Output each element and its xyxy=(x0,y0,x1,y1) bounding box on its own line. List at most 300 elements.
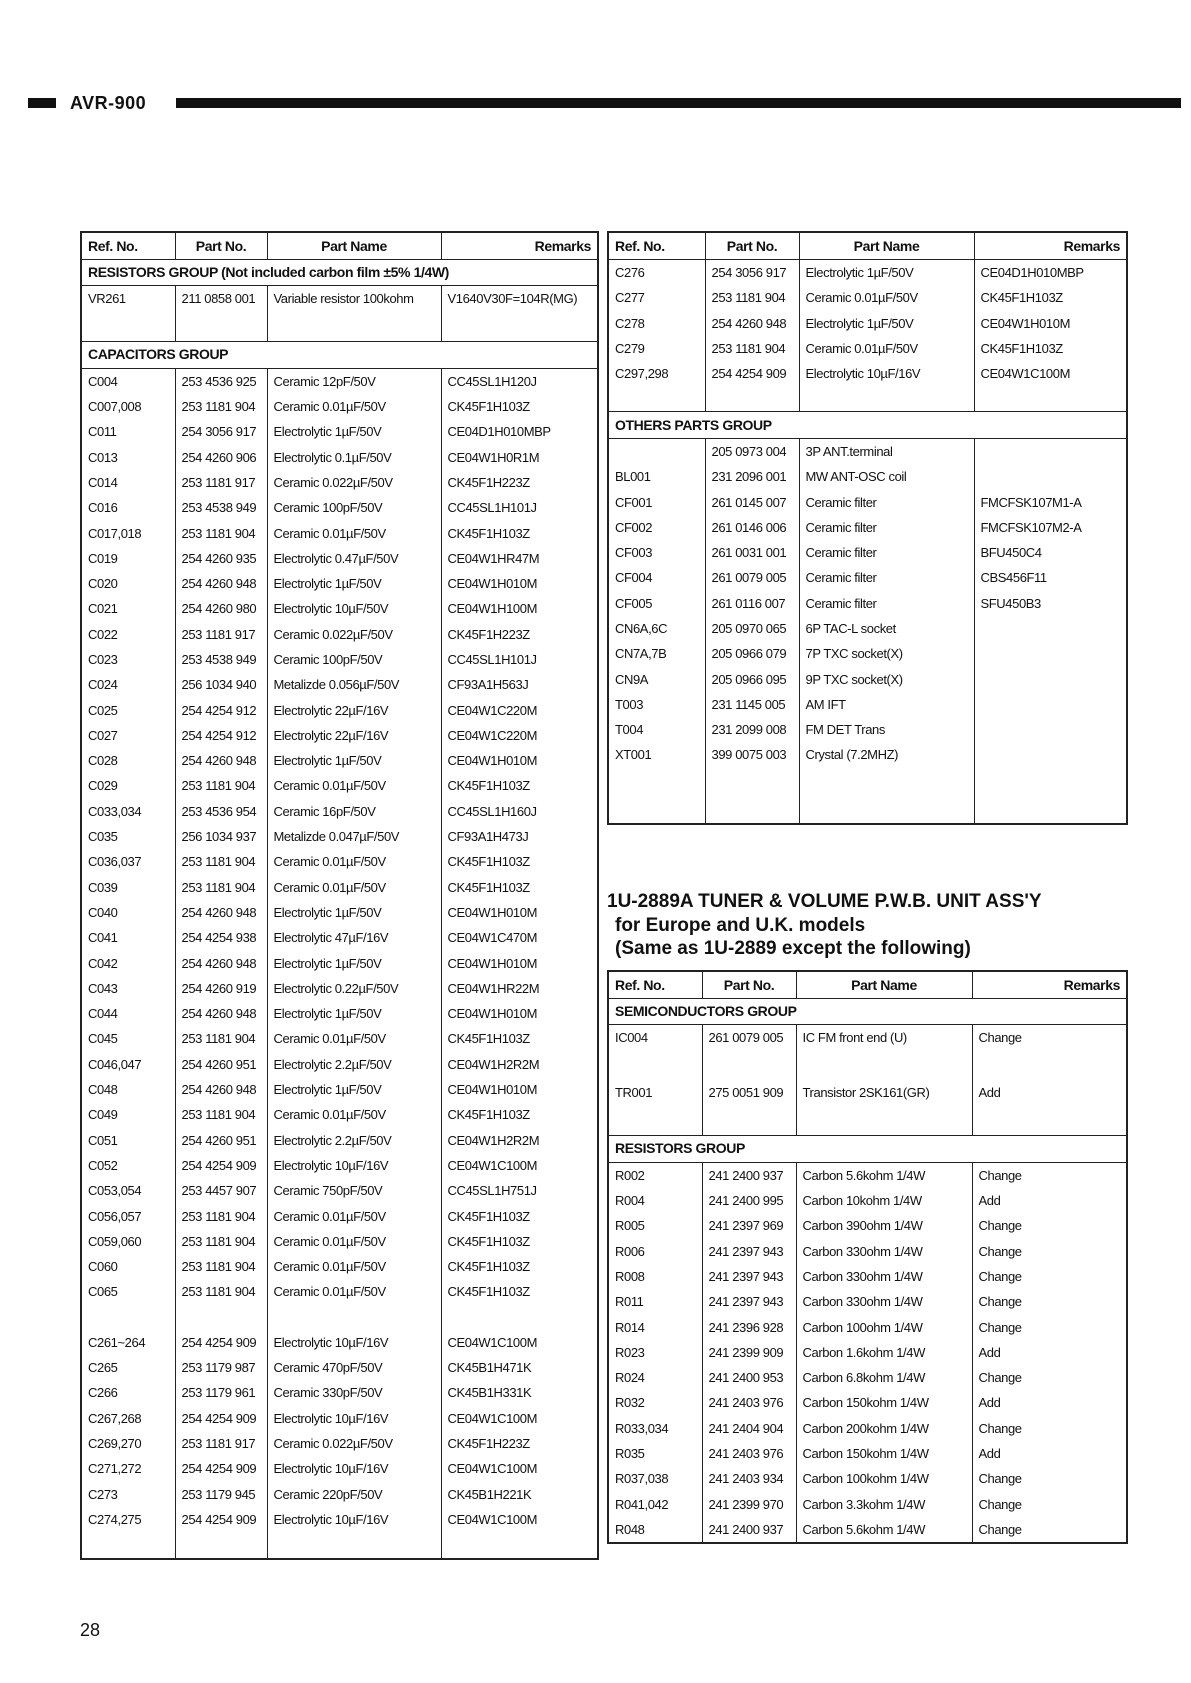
cell-part-name: Electrolytic 0.22µF/50V xyxy=(267,976,441,1001)
table-row xyxy=(81,976,598,1001)
cell-remarks: CC45SL1H160J xyxy=(441,799,598,824)
cell-part-name: Ceramic 0.01µF/50V xyxy=(267,1102,441,1127)
cell-part-no: 253 4538 949 xyxy=(175,495,267,520)
parts-list-table-changes xyxy=(607,970,1128,1544)
table-row xyxy=(81,875,598,900)
cell-part-name: Electrolytic 2.2µF/50V xyxy=(267,1052,441,1077)
table-row xyxy=(608,1365,1127,1390)
cell-part-name: Ceramic filter xyxy=(799,540,974,565)
cell-part-no: 254 4260 951 xyxy=(175,1128,267,1153)
table-row xyxy=(608,591,1127,616)
cell-part-name: Ceramic filter xyxy=(799,591,974,616)
cell-part-no: 256 1034 937 xyxy=(175,824,267,849)
cell-remarks: SFU450B3 xyxy=(974,591,1127,616)
cell-ref-no: C039 xyxy=(81,875,175,900)
cell-part-no: 253 1181 904 xyxy=(175,520,267,545)
cell-part-name: Metalizde 0.047µF/50V xyxy=(267,824,441,849)
cell-ref-no: VR261 xyxy=(81,286,175,342)
cell-part-no: 253 1179 945 xyxy=(175,1481,267,1506)
table-row xyxy=(608,1416,1127,1441)
cell-remarks: CE04W1HR47M xyxy=(441,546,598,571)
cell-ref-no: C261~264 xyxy=(81,1330,175,1355)
cell-part-no: 261 0031 001 xyxy=(705,540,799,565)
cell-remarks: CK45F1H223Z xyxy=(441,622,598,647)
cell-remarks: CK45F1H103Z xyxy=(441,1279,598,1304)
cell-ref-no: C033,034 xyxy=(81,799,175,824)
cell-part-no: 253 1181 904 xyxy=(175,1254,267,1279)
cell-part-no: 254 4260 919 xyxy=(175,976,267,1001)
cell-part-no: 254 4260 906 xyxy=(175,444,267,469)
group-title-semiconductors: SEMICONDUCTORS GROUP xyxy=(608,999,1127,1025)
cell-part-no: 253 1181 904 xyxy=(175,773,267,798)
table-row xyxy=(608,1289,1127,1314)
cell-ref-no: CF005 xyxy=(608,591,705,616)
table-row xyxy=(81,1178,598,1203)
cell-remarks: CE04W1C220M xyxy=(441,697,598,722)
cell-remarks: CK45B1H221K xyxy=(441,1481,598,1506)
cell-remarks: CE04W1C100M xyxy=(441,1507,598,1532)
cell-remarks: CE04W1C100M xyxy=(441,1456,598,1481)
cell-part-no: 241 2403 976 xyxy=(702,1390,796,1415)
cell-part-no: 254 4254 909 xyxy=(175,1330,267,1355)
cell-remarks: CF93A1H563J xyxy=(441,672,598,697)
cell-ref-no: C021 xyxy=(81,596,175,621)
table-row xyxy=(81,1128,598,1153)
table-row xyxy=(81,1001,598,1026)
table-row xyxy=(608,1340,1127,1365)
col-header-ref-no: Ref. No. xyxy=(608,971,702,999)
cell-remarks: Change xyxy=(972,1025,1127,1081)
cell-part-name: 3P ANT.terminal xyxy=(799,438,974,464)
cell-ref-no xyxy=(608,438,705,464)
cell-part-no: 231 2099 008 xyxy=(705,717,799,742)
table-row xyxy=(81,1507,598,1532)
cell-ref-no: C060 xyxy=(81,1254,175,1279)
cell-part-name: Electrolytic 1µF/50V xyxy=(267,1001,441,1026)
cell-part-name: Ceramic 0.01µF/50V xyxy=(267,773,441,798)
cell-ref-no: R041,042 xyxy=(608,1491,702,1516)
cell-ref-no: CF001 xyxy=(608,489,705,514)
cell-ref-no: CF002 xyxy=(608,515,705,540)
model-title: AVR-900 xyxy=(68,93,150,113)
page-number: 28 xyxy=(80,1620,101,1640)
cell-remarks xyxy=(974,717,1127,742)
cell-part-no: 254 4260 948 xyxy=(175,1001,267,1026)
cell-part-no: 261 0146 006 xyxy=(705,515,799,540)
cell-remarks xyxy=(974,464,1127,489)
cell-part-name: Carbon 100ohm 1/4W xyxy=(796,1314,972,1339)
cell-remarks: Change xyxy=(972,1416,1127,1441)
cell-part-no: 254 3056 917 xyxy=(175,419,267,444)
cell-ref-no: C065 xyxy=(81,1279,175,1304)
col-header-part-name: Part Name xyxy=(799,232,974,260)
cell-ref-no: C051 xyxy=(81,1128,175,1153)
cell-part-no: 254 4254 909 xyxy=(175,1153,267,1178)
cell-remarks: FMCFSK107M2-A xyxy=(974,515,1127,540)
table-row xyxy=(81,596,598,621)
col-header-remarks: Remarks xyxy=(972,971,1127,999)
cell-ref-no: C035 xyxy=(81,824,175,849)
cell-part-no: 253 1179 987 xyxy=(175,1355,267,1380)
col-header-remarks: Remarks xyxy=(974,232,1127,260)
cell-part-no: 253 1181 917 xyxy=(175,1431,267,1456)
cell-ref-no: C045 xyxy=(81,1026,175,1051)
cell-part-no: 241 2399 970 xyxy=(702,1491,796,1516)
cell-ref-no: XT001 xyxy=(608,742,705,767)
table-row xyxy=(81,1203,598,1228)
table-row xyxy=(81,470,598,495)
cell-part-name: Electrolytic 1µF/50V xyxy=(267,571,441,596)
cell-remarks: CE04W1C100M xyxy=(974,361,1127,386)
cell-remarks: CK45F1H103Z xyxy=(441,1102,598,1127)
cell-part-no: 205 0966 095 xyxy=(705,666,799,691)
cell-remarks xyxy=(974,692,1127,717)
cell-part-no: 241 2400 995 xyxy=(702,1188,796,1213)
cell-remarks: CK45F1H103Z xyxy=(974,285,1127,310)
cell-part-name: Ceramic 0.01µF/50V xyxy=(267,394,441,419)
table-row xyxy=(81,394,598,419)
cell-ref-no: C271,272 xyxy=(81,1456,175,1481)
cell-part-no: 261 0079 005 xyxy=(705,565,799,590)
table-row xyxy=(608,1517,1127,1543)
table-row xyxy=(81,1431,598,1456)
cell-part-name: Ceramic 0.01µF/50V xyxy=(799,336,974,361)
cell-part-no: 254 4254 938 xyxy=(175,925,267,950)
cell-part-no: 241 2397 969 xyxy=(702,1213,796,1238)
header-rule-left xyxy=(28,98,56,108)
table-row xyxy=(81,1229,598,1254)
cell-part-name: Electrolytic 10µF/16V xyxy=(267,1456,441,1481)
cell-part-name: Electrolytic 22µF/16V xyxy=(267,697,441,722)
table-row xyxy=(81,1153,598,1178)
table-row xyxy=(81,1254,598,1279)
cell-part-name: Carbon 390ohm 1/4W xyxy=(796,1213,972,1238)
table-row xyxy=(81,571,598,596)
cell-part-no: 254 3056 917 xyxy=(705,260,799,286)
table-row xyxy=(608,515,1127,540)
cell-part-name: Ceramic 12pF/50V xyxy=(267,368,441,394)
cell-ref-no: C269,270 xyxy=(81,1431,175,1456)
table-row xyxy=(608,260,1127,286)
table-row xyxy=(81,546,598,571)
cell-part-name: 6P TAC-L socket xyxy=(799,616,974,641)
cell-remarks: CE04D1H010MBP xyxy=(441,419,598,444)
cell-ref-no: R004 xyxy=(608,1188,702,1213)
cell-ref-no: C041 xyxy=(81,925,175,950)
cell-part-no: 253 4457 907 xyxy=(175,1178,267,1203)
table-row xyxy=(608,1080,1127,1136)
cell-part-name: Electrolytic 0.47µF/50V xyxy=(267,546,441,571)
cell-remarks xyxy=(974,666,1127,691)
cell-part-no: 253 1181 904 xyxy=(175,1203,267,1228)
cell-part-no: 241 2400 953 xyxy=(702,1365,796,1390)
cell-part-no: 254 4260 948 xyxy=(175,950,267,975)
cell-part-no: 261 0079 005 xyxy=(702,1025,796,1081)
cell-part-name: Electrolytic 1µF/50V xyxy=(267,748,441,773)
cell-part-no: 261 0116 007 xyxy=(705,591,799,616)
table-row xyxy=(81,622,598,647)
cell-part-name: Ceramic 100pF/50V xyxy=(267,495,441,520)
table-row xyxy=(81,1380,598,1405)
table-row xyxy=(81,419,598,444)
cell-remarks: CK45F1H103Z xyxy=(441,394,598,419)
table-row xyxy=(81,773,598,798)
table-row xyxy=(81,697,598,722)
cell-part-no: 253 1181 904 xyxy=(175,1229,267,1254)
cell-part-no: 211 0858 001 xyxy=(175,286,267,342)
cell-part-name: Electrolytic 1µF/50V xyxy=(267,900,441,925)
table-row xyxy=(81,286,598,342)
cell-part-name: Electrolytic 10µF/50V xyxy=(267,596,441,621)
cell-ref-no: IC004 xyxy=(608,1025,702,1081)
group-title-capacitors: CAPACITORS GROUP xyxy=(81,342,598,368)
table-row xyxy=(81,1102,598,1127)
cell-remarks: Change xyxy=(972,1264,1127,1289)
cell-part-name: Ceramic filter xyxy=(799,565,974,590)
cell-part-name: Ceramic 0.022µF/50V xyxy=(267,1431,441,1456)
cell-part-no: 254 4260 948 xyxy=(175,900,267,925)
cell-part-no: 254 4260 951 xyxy=(175,1052,267,1077)
cell-part-name: Ceramic 470pF/50V xyxy=(267,1355,441,1380)
cell-ref-no: C059,060 xyxy=(81,1229,175,1254)
cell-ref-no: C276 xyxy=(608,260,705,286)
cell-ref-no: C278 xyxy=(608,311,705,336)
cell-part-no: 231 2096 001 xyxy=(705,464,799,489)
cell-remarks: CK45F1H103Z xyxy=(441,520,598,545)
cell-remarks: Add xyxy=(972,1441,1127,1466)
cell-part-name: Electrolytic 10µF/16V xyxy=(267,1330,441,1355)
cell-part-name: Carbon 5.6kohm 1/4W xyxy=(796,1517,972,1543)
cell-remarks: Add xyxy=(972,1080,1127,1136)
cell-part-no: 254 4260 948 xyxy=(175,571,267,596)
table-row xyxy=(81,1355,598,1380)
cell-part-name: Ceramic 0.01µF/50V xyxy=(267,849,441,874)
cell-part-name: Carbon 150kohm 1/4W xyxy=(796,1390,972,1415)
cell-part-no: 205 0973 004 xyxy=(705,438,799,464)
cell-remarks: V1640V30F=104R(MG) xyxy=(441,286,598,342)
cell-remarks: Change xyxy=(972,1491,1127,1516)
cell-part-name: AM IFT xyxy=(799,692,974,717)
cell-ref-no: R014 xyxy=(608,1314,702,1339)
page-header-bar xyxy=(28,93,1181,113)
table-row xyxy=(81,799,598,824)
cell-ref-no: C024 xyxy=(81,672,175,697)
cell-part-name: Ceramic 0.01µF/50V xyxy=(267,1229,441,1254)
cell-part-name: Ceramic 0.01µF/50V xyxy=(267,1279,441,1304)
table-row xyxy=(81,1330,598,1355)
table-row xyxy=(608,1491,1127,1516)
cell-ref-no: C043 xyxy=(81,976,175,1001)
cell-ref-no: C046,047 xyxy=(81,1052,175,1077)
table-row xyxy=(608,438,1127,464)
cell-part-name: Electrolytic 1µF/50V xyxy=(799,311,974,336)
cell-part-no: 253 1181 904 xyxy=(705,285,799,310)
table-row xyxy=(608,1238,1127,1263)
cell-ref-no: C020 xyxy=(81,571,175,596)
cell-ref-no: C014 xyxy=(81,470,175,495)
col-header-remarks: Remarks xyxy=(441,232,598,260)
cell-ref-no: C011 xyxy=(81,419,175,444)
cell-part-name: Ceramic 0.022µF/50V xyxy=(267,622,441,647)
cell-ref-no: C266 xyxy=(81,1380,175,1405)
cell-remarks: CE04W1H2R2M xyxy=(441,1128,598,1153)
table-row xyxy=(608,1188,1127,1213)
cell-remarks: CE04W1H010M xyxy=(441,1077,598,1102)
table-row xyxy=(608,489,1127,514)
cell-ref-no: TR001 xyxy=(608,1080,702,1136)
cell-ref-no: C036,037 xyxy=(81,849,175,874)
cell-part-name: Electrolytic 1µF/50V xyxy=(267,950,441,975)
cell-ref-no: C049 xyxy=(81,1102,175,1127)
cell-part-no: 253 1181 904 xyxy=(705,336,799,361)
cell-part-no: 254 4254 912 xyxy=(175,723,267,748)
cell-part-no: 253 1181 904 xyxy=(175,849,267,874)
cell-part-name: Crystal (7.2MHZ) xyxy=(799,742,974,767)
cell-ref-no: T003 xyxy=(608,692,705,717)
table-row xyxy=(81,1279,598,1304)
cell-part-no: 254 4254 909 xyxy=(175,1405,267,1430)
cell-remarks: CE04W1C470M xyxy=(441,925,598,950)
table-row xyxy=(81,647,598,672)
cell-part-name: Carbon 3.3kohm 1/4W xyxy=(796,1491,972,1516)
cell-remarks: CK45F1H103Z xyxy=(441,1229,598,1254)
cell-part-no: 241 2399 909 xyxy=(702,1340,796,1365)
cell-ref-no: CF003 xyxy=(608,540,705,565)
col-header-part-no: Part No. xyxy=(702,971,796,999)
table-row xyxy=(608,565,1127,590)
cell-part-name: Ceramic 0.01µF/50V xyxy=(267,1203,441,1228)
cell-part-name: Carbon 330ohm 1/4W xyxy=(796,1238,972,1263)
cell-remarks: CE04W1C100M xyxy=(441,1405,598,1430)
cell-remarks: CE04W1H010M xyxy=(441,748,598,773)
cell-ref-no: C013 xyxy=(81,444,175,469)
table-row xyxy=(608,464,1127,489)
cell-remarks: CE04W1H010M xyxy=(441,950,598,975)
cell-part-name: 9P TXC socket(X) xyxy=(799,666,974,691)
cell-part-name: Electrolytic 0.1µF/50V xyxy=(267,444,441,469)
table-row xyxy=(608,311,1127,336)
table-row xyxy=(81,925,598,950)
cell-part-name: Carbon 6.8kohm 1/4W xyxy=(796,1365,972,1390)
cell-part-name: Ceramic 0.01µF/50V xyxy=(267,875,441,900)
heading-line-3: (Same as 1U-2889 except the following) xyxy=(615,938,971,959)
table-row xyxy=(81,1405,598,1430)
cell-part-name: Carbon 330ohm 1/4W xyxy=(796,1289,972,1314)
table-row xyxy=(608,1264,1127,1289)
cell-part-no: 253 1181 904 xyxy=(175,1026,267,1051)
cell-part-no: 241 2396 928 xyxy=(702,1314,796,1339)
cell-remarks: Change xyxy=(972,1466,1127,1491)
cell-part-no: 261 0145 007 xyxy=(705,489,799,514)
cell-part-no: 253 1181 904 xyxy=(175,1279,267,1304)
table-row xyxy=(608,1441,1127,1466)
cell-remarks: Change xyxy=(972,1162,1127,1188)
cell-remarks: CK45B1H331K xyxy=(441,1380,598,1405)
table-row xyxy=(81,444,598,469)
cell-ref-no: C267,268 xyxy=(81,1405,175,1430)
cell-remarks: Change xyxy=(972,1289,1127,1314)
cell-part-no: 253 4538 949 xyxy=(175,647,267,672)
cell-ref-no: C004 xyxy=(81,368,175,394)
table-row xyxy=(81,900,598,925)
cell-ref-no: C048 xyxy=(81,1077,175,1102)
cell-ref-no: C052 xyxy=(81,1153,175,1178)
cell-part-no: 253 1181 917 xyxy=(175,622,267,647)
cell-part-name: Ceramic filter xyxy=(799,515,974,540)
cell-remarks xyxy=(974,641,1127,666)
table-row xyxy=(608,692,1127,717)
cell-remarks: CE04W1C220M xyxy=(441,723,598,748)
header-rule-right xyxy=(176,98,1181,108)
cell-remarks: Change xyxy=(972,1314,1127,1339)
cell-ref-no: R023 xyxy=(608,1340,702,1365)
cell-remarks: CE04W1HR22M xyxy=(441,976,598,1001)
cell-remarks: CE04W1C100M xyxy=(441,1153,598,1178)
table-row xyxy=(608,1466,1127,1491)
cell-ref-no: C274,275 xyxy=(81,1507,175,1532)
cell-remarks: Change xyxy=(972,1365,1127,1390)
cell-part-no: 254 4260 980 xyxy=(175,596,267,621)
cell-ref-no: R024 xyxy=(608,1365,702,1390)
cell-ref-no: C044 xyxy=(81,1001,175,1026)
cell-part-no: 254 4260 935 xyxy=(175,546,267,571)
cell-ref-no: C042 xyxy=(81,950,175,975)
heading-line-1: 1U-2889A TUNER & VOLUME P.W.B. UNIT ASS'Y xyxy=(607,891,1042,912)
cell-part-name: 7P TXC socket(X) xyxy=(799,641,974,666)
cell-part-name: Electrolytic 1µF/50V xyxy=(799,260,974,286)
cell-ref-no: C025 xyxy=(81,697,175,722)
cell-part-name: Ceramic 100pF/50V xyxy=(267,647,441,672)
cell-part-name: Carbon 5.6kohm 1/4W xyxy=(796,1162,972,1188)
table-row xyxy=(81,520,598,545)
cell-part-name: Ceramic 750pF/50V xyxy=(267,1178,441,1203)
cell-remarks: CF93A1H473J xyxy=(441,824,598,849)
table-row xyxy=(608,285,1127,310)
table-row xyxy=(608,616,1127,641)
table-row xyxy=(81,1052,598,1077)
table-row xyxy=(81,1077,598,1102)
cell-remarks: CE04W1H0R1M xyxy=(441,444,598,469)
cell-remarks: CE04W1H010M xyxy=(441,571,598,596)
table-header-row xyxy=(608,232,1127,260)
cell-part-no: 254 4260 948 xyxy=(175,1077,267,1102)
table-row xyxy=(81,368,598,394)
cell-ref-no: R048 xyxy=(608,1517,702,1543)
cell-ref-no: R006 xyxy=(608,1238,702,1263)
cell-part-no: 253 4536 954 xyxy=(175,799,267,824)
cell-remarks: FMCFSK107M1-A xyxy=(974,489,1127,514)
cell-remarks xyxy=(974,616,1127,641)
cell-remarks: CK45F1H223Z xyxy=(441,1431,598,1456)
cell-part-no: 241 2404 904 xyxy=(702,1416,796,1441)
table-row xyxy=(608,641,1127,666)
cell-part-no: 241 2397 943 xyxy=(702,1289,796,1314)
parts-list-table-left xyxy=(80,231,599,1560)
cell-part-no: 205 0970 065 xyxy=(705,616,799,641)
col-header-ref-no: Ref. No. xyxy=(81,232,175,260)
group-title-resistors: RESISTORS GROUP xyxy=(608,1136,1127,1162)
col-header-part-no: Part No. xyxy=(705,232,799,260)
cell-part-name: Metalizde 0.056µF/50V xyxy=(267,672,441,697)
group-title-resistors: RESISTORS GROUP (Not included carbon film ±5% 1/4W) xyxy=(81,260,598,286)
cell-part-no: 241 2397 943 xyxy=(702,1264,796,1289)
table-row xyxy=(608,742,1127,767)
table-row xyxy=(81,723,598,748)
cell-part-name: Ceramic 0.022µF/50V xyxy=(267,470,441,495)
cell-part-name: Carbon 10kohm 1/4W xyxy=(796,1188,972,1213)
cell-ref-no: R033,034 xyxy=(608,1416,702,1441)
cell-ref-no: C053,054 xyxy=(81,1178,175,1203)
